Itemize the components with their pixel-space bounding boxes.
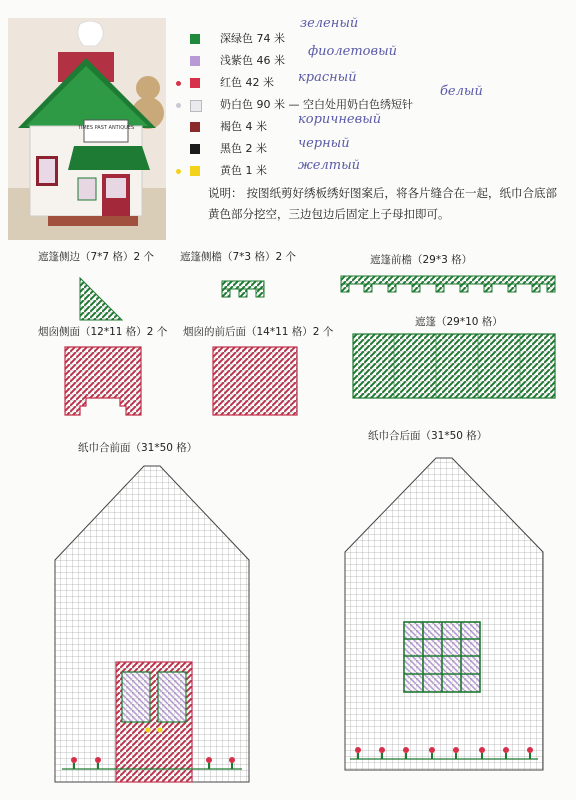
color-swatch	[190, 166, 200, 176]
key-label: 褐色 4 米	[220, 120, 267, 133]
bullet-dot	[176, 81, 181, 86]
label-box-front: 纸巾合前面（31*50 格）	[78, 442, 198, 454]
key-row	[190, 72, 570, 94]
handwritten-note: красный	[298, 70, 357, 85]
color-swatch	[190, 34, 200, 44]
key-row	[190, 44, 570, 72]
color-swatch	[190, 100, 202, 112]
label-chimney-front-back: 烟囱的前后面（14*11 格）2 个	[183, 326, 334, 338]
label-chimney-side: 烟囱侧面（12*11 格）2 个	[38, 326, 168, 338]
key-label: 黑色 2 米	[220, 142, 267, 155]
shop-sign-text: TIMES PAST ANTIQUES	[77, 125, 135, 131]
color-key	[190, 16, 570, 182]
key-row	[190, 138, 570, 160]
instructions	[208, 183, 558, 225]
label-awning-front-eave: 遮篷前檐（29*3 格）	[370, 254, 473, 266]
handwritten-note: фиолетовый	[308, 44, 398, 59]
label-awning-eave-side: 遮篷侧檐（7*3 格）2 个	[180, 251, 296, 263]
instructions-text: 按图纸剪好绣板绣好图案后，将各片缝合在一起，纸巾合底部黄色部分挖空，三边包边后固定上子母扣即可。	[208, 186, 557, 221]
key-row	[190, 160, 570, 182]
label-box-back: 纸巾合后面（31*50 格）	[368, 430, 488, 442]
instructions-lead: 说明：	[208, 186, 243, 200]
key-label: 奶白色 90 米 — 空白处用奶白色绣短针	[220, 98, 413, 111]
finished-house-photo	[8, 18, 166, 240]
handwritten-note: белый	[440, 84, 483, 99]
key-label: 深绿色 74 米	[220, 32, 285, 45]
handwritten-note: коричневый	[298, 112, 382, 127]
handwritten-note: желтый	[298, 158, 361, 173]
label-awning-side: 遮篷侧边（7*7 格）2 个	[38, 251, 154, 263]
bullet-dot	[176, 169, 181, 174]
key-row	[190, 112, 570, 138]
color-swatch	[190, 56, 200, 66]
color-swatch	[190, 144, 200, 154]
handwritten-note: зеленый	[300, 16, 359, 31]
color-swatch	[190, 122, 200, 132]
key-label: 黄色 1 米	[220, 164, 267, 177]
key-label: 红色 42 米	[220, 76, 274, 89]
label-awning: 遮篷（29*10 格）	[415, 316, 503, 328]
handwritten-note: черный	[298, 136, 350, 151]
color-swatch	[190, 78, 200, 88]
bullet-dot	[176, 103, 181, 108]
key-label: 浅紫色 46 米	[220, 54, 285, 67]
